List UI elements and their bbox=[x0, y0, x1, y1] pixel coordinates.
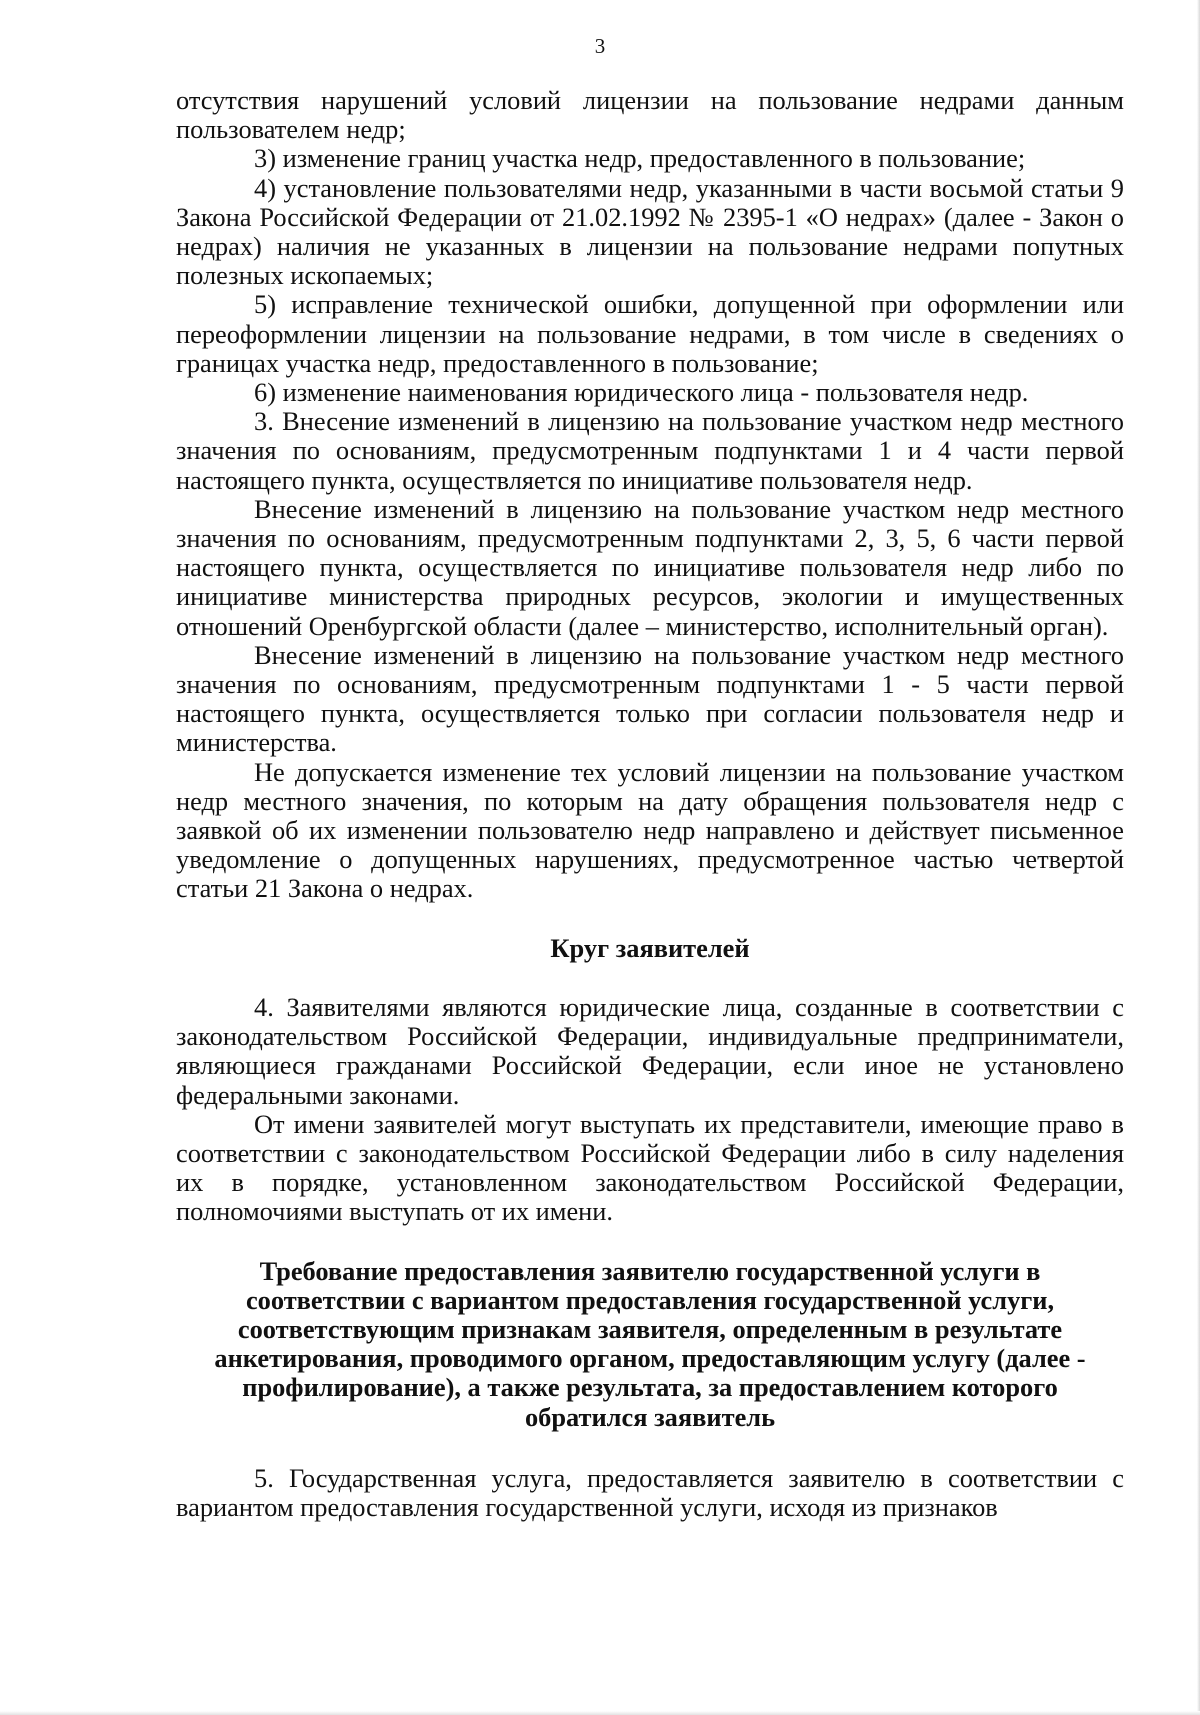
section-heading-applicants: Круг заявителей bbox=[550, 932, 750, 963]
paragraph-clause-3-part-2: Внесение изменений в лицензию на пользование участком недр местного значения по основаниям, предусмотренным подпунктами 2, 3, 5, 6 части первой настоящего пункта, осуществляется по инициативе пользователя недр либо по инициативе министерства природных ресурсов, экологии и имущественных отношений Оренбургской области (далее – министерство, исполнительный орган). bbox=[176, 493, 1124, 641]
paragraph-item-4: 4) установление пользователями недр, указанными в части восьмой статьи 9 Закона Российской Федерации от 21.02.1992 № 2395-1 «О недрах» (далее - Закон о недрах) наличия не указанных в лицензии на пользование недрами попутных полезных ископаемых; bbox=[176, 172, 1124, 291]
paragraph-item-5: 5) исправление технической ошибки, допущенной при оформлении или переоформлении лицензии на пользование недрами, в том числе в сведениях о границах участка недр, предоставленного в пользование; bbox=[176, 289, 1124, 378]
paragraph-item-3: 3) изменение границ участка недр, предоставленного в пользование; bbox=[254, 143, 1026, 174]
paragraph-continuation: отсутствия нарушений условий лицензии на пользование недрами данным пользователем недр; bbox=[176, 85, 1124, 145]
paragraph-clause-3: 3. Внесение изменений в лицензию на пользование участком недр местного значения по основаниям, предусмотренным подпунктами 1 и 4 части первой настоящего пункта, осуществляется по инициативе пользователя недр. bbox=[176, 406, 1124, 495]
paragraph-clause-3-part-4: Не допускается изменение тех условий лицензии на пользование участком недр местного значения, по которым на дату обращения пользователя недр с заявкой об их изменении пользователю недр направлено и действует письменное уведомление о допущенных нарушениях, предусмотренное частью четвертой статьи 21 Закона о недрах. bbox=[176, 756, 1124, 904]
section-heading-requirement: Требование предоставления заявителю государственной услуги в соответствии с вариантом предоставления государственной услуги, соответствующим признакам заявителя, определенным в результате анкетирования, проводимого органом, предоставляющим услугу (далее - профилирование), а также результата, за предоставлением которого обратился заявитель bbox=[214, 1255, 1086, 1432]
paragraph-clause-3-part-3: Внесение изменений в лицензию на пользование участком недр местного значения по основаниям, предусмотренным подпунктами 1 - 5 части первой настоящего пункта, осуществляется только при согласии пользователя недр и министерства. bbox=[176, 639, 1124, 758]
paragraph-clause-5: 5. Государственная услуга, предоставляется заявителю в соответствии с вариантом предоставления государственной услуги, исходя из признаков bbox=[176, 1462, 1124, 1522]
scan-bottom-shadow bbox=[0, 1711, 1200, 1715]
page-number: 3 bbox=[594, 34, 606, 58]
document-body bbox=[176, 86, 1124, 1522]
paragraph-clause-4-part-2: От имени заявителей могут выступать их представители, имеющие право в соответствии с законодательством Российской Федерации либо в силу наделения их в порядке, установленном законодательством Российской Федерации, полномочиями выступать от их имени. bbox=[176, 1108, 1124, 1227]
paragraph-item-6: 6) изменение наименования юридического лица - пользователя недр. bbox=[254, 377, 1029, 408]
paragraph-clause-4: 4. Заявителями являются юридические лица, созданные в соответствии с законодательством Российской Федерации, индивидуальные предприниматели, являющиеся гражданами Российской Федерации, если иное не установлено федеральными законами. bbox=[176, 991, 1124, 1110]
